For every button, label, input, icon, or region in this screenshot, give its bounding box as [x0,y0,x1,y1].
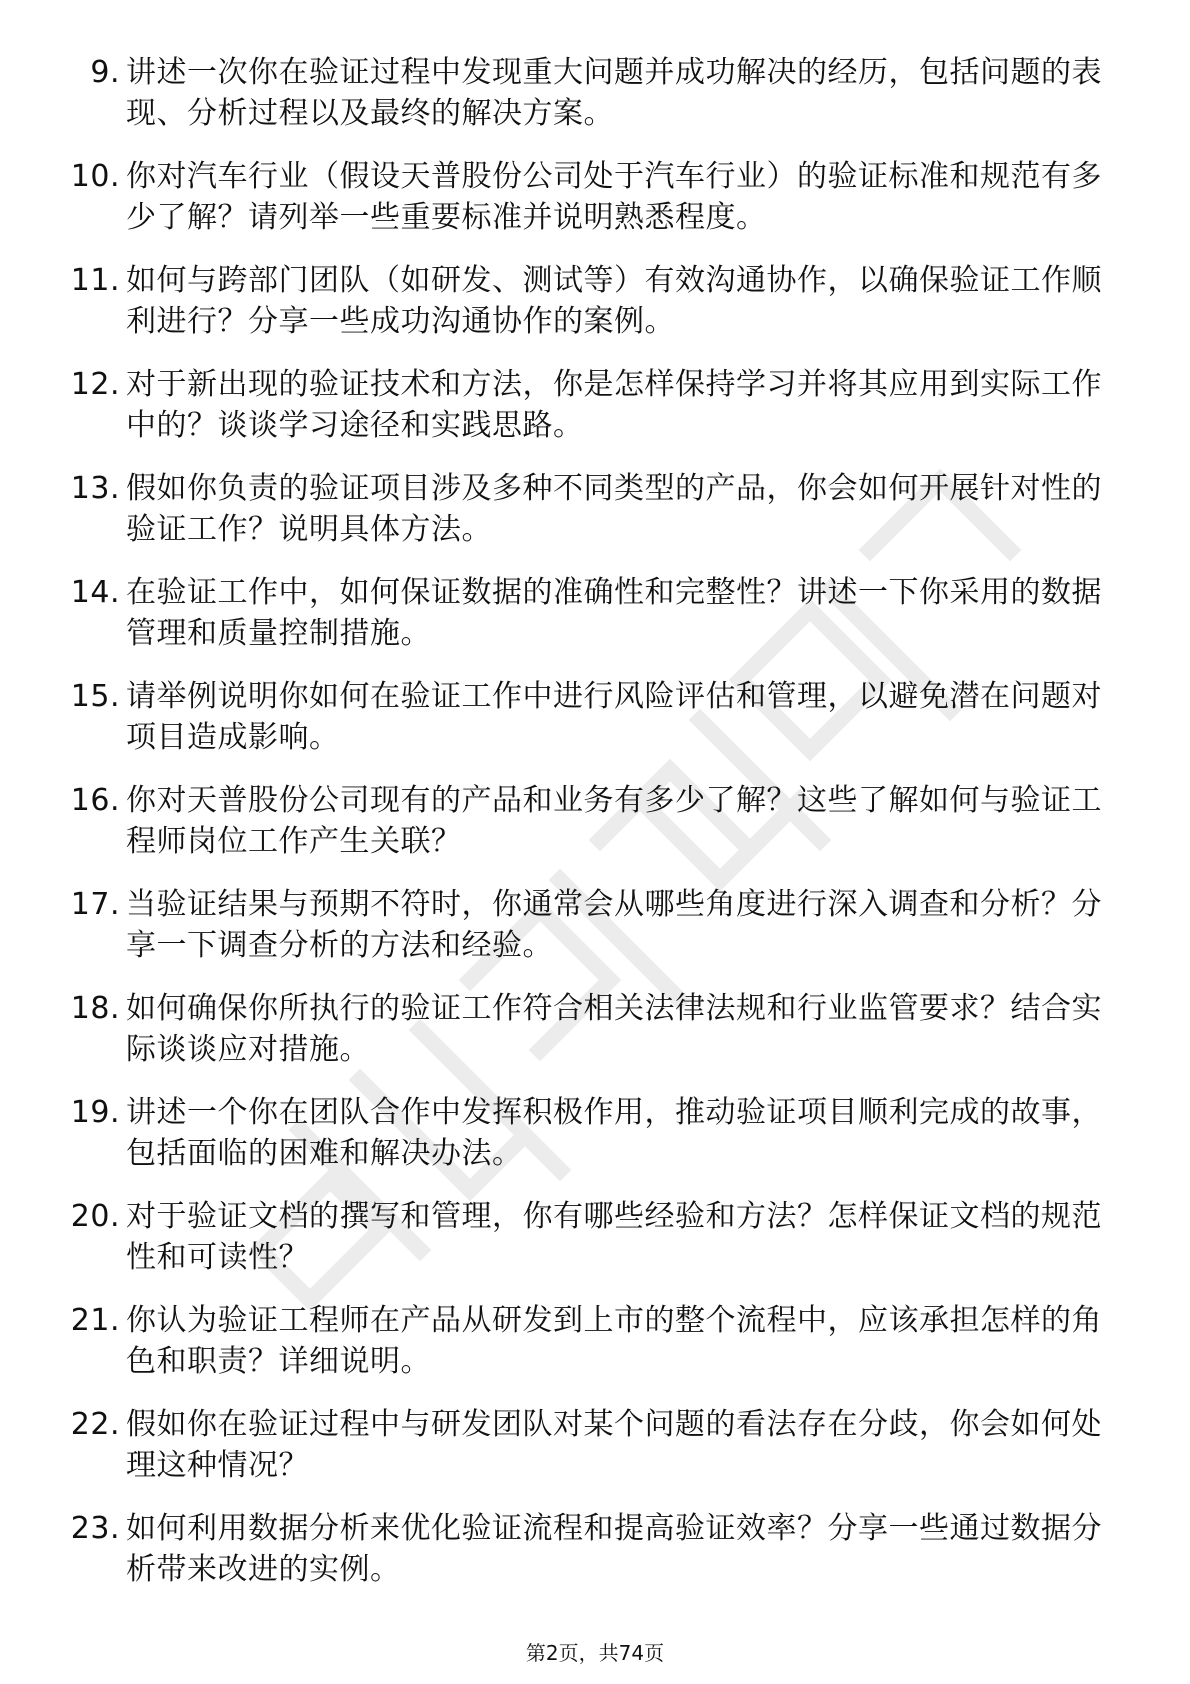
question-text: 假如你负责的验证项目涉及多种不同类型的产品，你会如何开展针对性的验证工作？说明具体方法。 [126,471,1102,547]
question-number: 14. [70,575,120,610]
question-item [60,260,1120,342]
question-text: 对于验证文档的撰写和管理，你有哪些经验和方法？怎样保证文档的规范性和可读性？ [126,1199,1102,1275]
question-list [60,52,1120,1612]
question-text: 在验证工作中，如何保证数据的准确性和完整性？讲述一下你采用的数据管理和质量控制措施。 [126,575,1102,651]
question-number: 12. [70,367,120,402]
question-item [60,1508,1120,1590]
question-number: 19. [70,1095,120,1130]
question-text: 你认为验证工程师在产品从研发到上市的整个流程中，应该承担怎样的角色和职责？详细说明。 [126,1303,1102,1379]
question-item [60,676,1120,758]
question-text: 讲述一次你在验证过程中发现重大问题并成功解决的经历，包括问题的表现、分析过程以及最终的解决方案。 [126,55,1102,131]
question-number: 10. [70,159,120,194]
page-footer: 第2页，共74页 [525,1641,665,1665]
question-item [60,364,1120,446]
question-text: 如何确保你所执行的验证工作符合相关法律法规和行业监管要求？结合实际谈谈应对措施。 [126,991,1102,1067]
question-text: 如何利用数据分析来优化验证流程和提高验证效率？分享一些通过数据分析带来改进的实例。 [126,1511,1102,1587]
question-item [60,572,1120,654]
question-item [60,884,1120,966]
question-text: 请举例说明你如何在验证工作中进行风险评估和管理，以避免潜在问题对项目造成影响。 [126,679,1102,755]
question-number: 21. [70,1303,120,1338]
question-item [60,1404,1120,1486]
question-item [60,780,1120,862]
question-text: 讲述一个你在团队合作中发挥积极作用，推动验证项目顺利完成的故事，包括面临的困难和解决办法。 [126,1095,1102,1171]
question-number: 18. [70,991,120,1026]
question-item [60,1092,1120,1174]
question-item [60,468,1120,550]
question-number: 13. [70,471,120,506]
question-number: 11. [70,263,120,298]
question-item [60,988,1120,1070]
question-item [60,52,1120,134]
question-number: 20. [70,1199,120,1234]
question-number: 15. [70,679,120,714]
question-text: 你对汽车行业（假设天普股份公司处于汽车行业）的验证标准和规范有多少了解？请列举一些重要标准并说明熟悉程度。 [126,159,1102,235]
question-text: 当验证结果与预期不符时，你通常会从哪些角度进行深入调查和分析？分享一下调查分析的方法和经验。 [126,887,1102,963]
question-item [60,1300,1120,1382]
question-text: 你对天普股份公司现有的产品和业务有多少了解？这些了解如何与验证工程师岗位工作产生关联？ [126,783,1102,859]
question-number: 22. [70,1407,120,1442]
question-number: 17. [70,887,120,922]
question-number: 16. [70,783,120,818]
question-item [60,156,1120,238]
question-text: 如何与跨部门团队（如研发、测试等）有效沟通协作，以确保验证工作顺利进行？分享一些成功沟通协作的案例。 [126,263,1102,339]
question-number: 23. [70,1511,120,1546]
question-text: 对于新出现的验证技术和方法，你是怎样保持学习并将其应用到实际工作中的？谈谈学习途径和实践思路。 [126,367,1102,443]
question-number: 9. [90,55,120,90]
question-item [60,1196,1120,1278]
question-text: 假如你在验证过程中与研发团队对某个问题的看法存在分歧，你会如何处理这种情况？ [126,1407,1102,1483]
